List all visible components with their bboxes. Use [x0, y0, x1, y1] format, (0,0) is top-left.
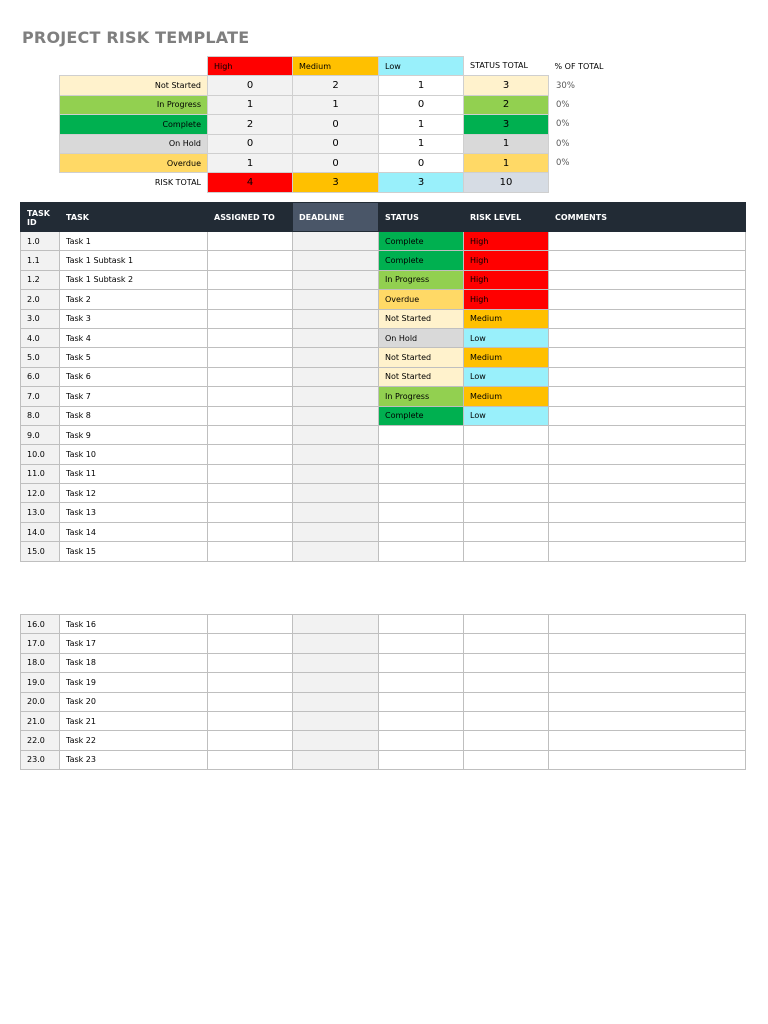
status-cell[interactable]: Overdue: [379, 290, 464, 309]
assigned-to-cell[interactable]: [208, 445, 293, 464]
deadline-cell[interactable]: [293, 731, 379, 750]
summary-count-medium: 0: [293, 134, 379, 153]
col-header-risk-level: RISK LEVEL: [464, 203, 549, 232]
table-row: [21, 503, 746, 522]
task-table: [20, 202, 746, 562]
risk-level-cell[interactable]: [464, 445, 549, 464]
summary-status-total: 3: [464, 76, 549, 95]
comments-cell[interactable]: [549, 290, 746, 309]
task-id-cell: 6.0: [21, 367, 60, 386]
comments-cell[interactable]: [549, 484, 746, 503]
comments-cell[interactable]: [549, 692, 746, 711]
task-name-cell[interactable]: Task 7: [60, 387, 208, 406]
summary-status-label: Overdue: [60, 153, 208, 172]
task-name-cell[interactable]: Task 21: [60, 711, 208, 730]
summary-count-low: 1: [379, 115, 464, 134]
table-row: [21, 522, 746, 541]
task-id-cell: 21.0: [21, 711, 60, 730]
status-cell[interactable]: Complete: [379, 251, 464, 270]
deadline-cell[interactable]: [293, 309, 379, 328]
status-cell[interactable]: [379, 522, 464, 541]
risk-level-cell[interactable]: High: [464, 290, 549, 309]
summary-row-overdue: [60, 153, 639, 172]
task-id-cell: 17.0: [21, 634, 60, 653]
comments-cell[interactable]: [549, 522, 746, 541]
assigned-to-cell[interactable]: [208, 232, 293, 251]
col-header-task-id: TASK ID: [21, 203, 60, 232]
table-row: [21, 290, 746, 309]
risk-level-cell[interactable]: [464, 464, 549, 483]
assigned-to-cell[interactable]: [208, 731, 293, 750]
risk-level-cell[interactable]: [464, 425, 549, 444]
task-id-cell: 7.0: [21, 387, 60, 406]
assigned-to-cell[interactable]: [208, 425, 293, 444]
risk-summary-table: [59, 56, 639, 193]
task-id-cell: 22.0: [21, 731, 60, 750]
deadline-cell[interactable]: [293, 425, 379, 444]
comments-cell[interactable]: [549, 634, 746, 653]
table-row: [21, 711, 746, 730]
summary-count-medium: 0: [293, 115, 379, 134]
task-id-cell: 14.0: [21, 522, 60, 541]
comments-cell[interactable]: [549, 232, 746, 251]
comments-cell[interactable]: [549, 309, 746, 328]
risk-level-cell[interactable]: High: [464, 251, 549, 270]
task-name-cell[interactable]: Task 5: [60, 348, 208, 367]
task-name-cell[interactable]: Task 23: [60, 750, 208, 769]
deadline-cell[interactable]: [293, 290, 379, 309]
task-id-cell: 8.0: [21, 406, 60, 425]
task-id-cell: 1.1: [21, 251, 60, 270]
col-header-task: TASK: [60, 203, 208, 232]
summary-pct-total: 0%: [556, 99, 570, 110]
status-cell[interactable]: In Progress: [379, 270, 464, 289]
assigned-to-cell[interactable]: [208, 503, 293, 522]
comments-cell[interactable]: [549, 425, 746, 444]
task-name-cell[interactable]: Task 18: [60, 653, 208, 672]
status-cell[interactable]: [379, 673, 464, 692]
status-cell[interactable]: Complete: [379, 232, 464, 251]
pct-total-header: % OF TOTAL: [554, 61, 604, 71]
status-cell[interactable]: [379, 731, 464, 750]
table-row: [21, 542, 746, 561]
comments-cell[interactable]: [549, 270, 746, 289]
task-id-cell: 10.0: [21, 445, 60, 464]
status-cell[interactable]: [379, 503, 464, 522]
task-id-cell: 15.0: [21, 542, 60, 561]
comments-cell[interactable]: [549, 348, 746, 367]
comments-cell[interactable]: [549, 542, 746, 561]
summary-count-low: 1: [379, 134, 464, 153]
assigned-to-cell[interactable]: [208, 653, 293, 672]
comments-cell[interactable]: [549, 445, 746, 464]
deadline-cell[interactable]: [293, 615, 379, 634]
risk-level-cell[interactable]: [464, 653, 549, 672]
deadline-cell[interactable]: [293, 750, 379, 769]
deadline-cell[interactable]: [293, 692, 379, 711]
task-id-cell: 18.0: [21, 653, 60, 672]
task-id-cell: 23.0: [21, 750, 60, 769]
task-id-cell: 1.0: [21, 232, 60, 251]
comments-cell[interactable]: [549, 750, 746, 769]
status-cell[interactable]: On Hold: [379, 328, 464, 347]
comments-cell[interactable]: [549, 387, 746, 406]
task-id-cell: 5.0: [21, 348, 60, 367]
col-header-deadline: DEADLINE: [293, 203, 379, 232]
summary-pct-total: 0%: [556, 138, 570, 149]
task-id-cell: 12.0: [21, 484, 60, 503]
risk-level-cell[interactable]: [464, 673, 549, 692]
task-id-cell: 16.0: [21, 615, 60, 634]
risk-level-cell[interactable]: High: [464, 270, 549, 289]
status-cell[interactable]: [379, 445, 464, 464]
status-cell[interactable]: [379, 464, 464, 483]
status-cell[interactable]: Not Started: [379, 348, 464, 367]
summary-pct-total: 0%: [556, 119, 570, 130]
assigned-to-cell[interactable]: [208, 673, 293, 692]
assigned-to-cell[interactable]: [208, 464, 293, 483]
risk-level-cell[interactable]: [464, 711, 549, 730]
summary-count-high: 0: [208, 76, 293, 95]
summary-status-total: 1: [464, 153, 549, 172]
summary-status-total: 3: [464, 115, 549, 134]
table-row: [21, 634, 746, 653]
task-table-continued: [20, 614, 746, 770]
summary-status-label: In Progress: [60, 95, 208, 114]
status-cell[interactable]: Not Started: [379, 367, 464, 386]
assigned-to-cell[interactable]: [208, 750, 293, 769]
risk-total-low: 3: [379, 173, 464, 192]
risk-grand-total: 10: [464, 173, 549, 192]
task-id-cell: 4.0: [21, 328, 60, 347]
comments-cell[interactable]: [549, 731, 746, 750]
table-row: [21, 348, 746, 367]
summary-count-medium: 0: [293, 153, 379, 172]
summary-header-medium: Medium: [293, 57, 379, 76]
deadline-cell[interactable]: [293, 387, 379, 406]
status-cell[interactable]: Not Started: [379, 309, 464, 328]
assigned-to-cell[interactable]: [208, 711, 293, 730]
comments-cell[interactable]: [549, 328, 746, 347]
risk-total-high: 4: [208, 173, 293, 192]
risk-level-cell[interactable]: [464, 750, 549, 769]
deadline-cell[interactable]: [293, 270, 379, 289]
summary-count-low: 0: [379, 95, 464, 114]
task-name-cell[interactable]: Task 17: [60, 634, 208, 653]
table-row: [21, 484, 746, 503]
task-name-cell[interactable]: Task 3: [60, 309, 208, 328]
task-name-cell[interactable]: Task 13: [60, 503, 208, 522]
task-name-cell[interactable]: Task 22: [60, 731, 208, 750]
status-cell[interactable]: [379, 615, 464, 634]
table-row: [21, 673, 746, 692]
table-row: [21, 653, 746, 672]
comments-cell[interactable]: [549, 615, 746, 634]
comments-cell[interactable]: [549, 367, 746, 386]
status-cell[interactable]: [379, 425, 464, 444]
table-row: [21, 464, 746, 483]
status-cell[interactable]: [379, 484, 464, 503]
summary-count-high: 1: [208, 95, 293, 114]
task-id-cell: 13.0: [21, 503, 60, 522]
task-id-cell: 2.0: [21, 290, 60, 309]
status-cell[interactable]: [379, 711, 464, 730]
task-id-cell: 1.2: [21, 270, 60, 289]
table-row: [21, 387, 746, 406]
col-header-assigned-to: ASSIGNED TO: [208, 203, 293, 232]
comments-cell[interactable]: [549, 251, 746, 270]
status-cell[interactable]: [379, 692, 464, 711]
risk-level-cell[interactable]: [464, 522, 549, 541]
deadline-cell[interactable]: [293, 522, 379, 541]
assigned-to-cell[interactable]: [208, 309, 293, 328]
table-row: [21, 692, 746, 711]
comments-cell[interactable]: [549, 653, 746, 672]
summary-row-not-started: [60, 76, 639, 95]
risk-level-cell[interactable]: Medium: [464, 387, 549, 406]
summary-status-label: On Hold: [60, 134, 208, 153]
assigned-to-cell[interactable]: [208, 290, 293, 309]
deadline-cell[interactable]: [293, 503, 379, 522]
comments-cell[interactable]: [549, 711, 746, 730]
risk-level-cell[interactable]: Medium: [464, 348, 549, 367]
page-title: PROJECT RISK TEMPLATE: [22, 28, 250, 47]
summary-count-medium: 2: [293, 76, 379, 95]
task-name-cell[interactable]: Task 4: [60, 328, 208, 347]
risk-total-medium: 3: [293, 173, 379, 192]
summary-row-in-progress: [60, 95, 639, 114]
deadline-cell[interactable]: [293, 406, 379, 425]
assigned-to-cell[interactable]: [208, 406, 293, 425]
risk-level-cell[interactable]: Low: [464, 406, 549, 425]
task-name-cell[interactable]: Task 15: [60, 542, 208, 561]
task-name-cell[interactable]: Task 12: [60, 484, 208, 503]
risk-level-cell[interactable]: [464, 634, 549, 653]
task-name-cell[interactable]: Task 19: [60, 673, 208, 692]
status-cell[interactable]: [379, 542, 464, 561]
risk-level-cell[interactable]: [464, 484, 549, 503]
task-name-cell[interactable]: Task 9: [60, 425, 208, 444]
task-id-cell: 11.0: [21, 464, 60, 483]
summary-status-label: Not Started: [60, 76, 208, 95]
task-table-header: [21, 203, 746, 232]
deadline-cell[interactable]: [293, 367, 379, 386]
table-row: [21, 750, 746, 769]
status-cell[interactable]: In Progress: [379, 387, 464, 406]
task-name-cell[interactable]: Task 1 Subtask 1: [60, 251, 208, 270]
summary-header-high: High: [208, 57, 293, 76]
summary-row-on-hold: [60, 134, 639, 153]
risk-level-cell[interactable]: High: [464, 232, 549, 251]
risk-level-cell[interactable]: [464, 692, 549, 711]
deadline-cell[interactable]: [293, 251, 379, 270]
assigned-to-cell[interactable]: [208, 348, 293, 367]
summary-count-low: 1: [379, 76, 464, 95]
summary-header-row: [60, 57, 639, 76]
risk-total-label: RISK TOTAL: [154, 178, 201, 188]
summary-count-medium: 1: [293, 95, 379, 114]
table-row: [21, 406, 746, 425]
assigned-to-cell[interactable]: [208, 522, 293, 541]
task-name-cell[interactable]: Task 6: [60, 367, 208, 386]
table-row: [21, 445, 746, 464]
assigned-to-cell[interactable]: [208, 615, 293, 634]
task-name-cell[interactable]: Task 14: [60, 522, 208, 541]
deadline-cell[interactable]: [293, 542, 379, 561]
assigned-to-cell[interactable]: [208, 484, 293, 503]
table-row: [21, 328, 746, 347]
table-row: [21, 425, 746, 444]
deadline-cell[interactable]: [293, 673, 379, 692]
deadline-cell[interactable]: [293, 445, 379, 464]
deadline-cell[interactable]: [293, 348, 379, 367]
deadline-cell[interactable]: [293, 634, 379, 653]
col-header-status: STATUS: [379, 203, 464, 232]
table-row: [21, 232, 746, 251]
task-id-cell: 3.0: [21, 309, 60, 328]
assigned-to-cell[interactable]: [208, 251, 293, 270]
table-row: [21, 615, 746, 634]
task-id-cell: 9.0: [21, 425, 60, 444]
summary-count-high: 1: [208, 153, 293, 172]
status-cell[interactable]: [379, 653, 464, 672]
deadline-cell[interactable]: [293, 232, 379, 251]
table-row: [21, 251, 746, 270]
table-row: [21, 731, 746, 750]
risk-level-cell[interactable]: [464, 615, 549, 634]
task-name-cell[interactable]: Task 1 Subtask 2: [60, 270, 208, 289]
assigned-to-cell[interactable]: [208, 328, 293, 347]
assigned-to-cell[interactable]: [208, 387, 293, 406]
summary-count-high: 2: [208, 115, 293, 134]
summary-row-complete: [60, 115, 639, 134]
col-header-comments: COMMENTS: [549, 203, 746, 232]
task-name-cell[interactable]: Task 20: [60, 692, 208, 711]
risk-level-cell[interactable]: [464, 542, 549, 561]
assigned-to-cell[interactable]: [208, 634, 293, 653]
table-row: [21, 270, 746, 289]
comments-cell[interactable]: [549, 673, 746, 692]
summary-risk-total-row: [60, 173, 639, 192]
task-name-cell[interactable]: Task 8: [60, 406, 208, 425]
summary-status-total: 1: [464, 134, 549, 153]
deadline-cell[interactable]: [293, 711, 379, 730]
summary-pct-total: 30%: [556, 80, 575, 91]
task-id-cell: 20.0: [21, 692, 60, 711]
status-total-header: STATUS TOTAL: [470, 61, 528, 71]
task-name-cell[interactable]: Task 1: [60, 232, 208, 251]
risk-level-cell[interactable]: [464, 503, 549, 522]
summary-count-low: 0: [379, 153, 464, 172]
status-cell[interactable]: Complete: [379, 406, 464, 425]
assigned-to-cell[interactable]: [208, 270, 293, 289]
task-name-cell[interactable]: Task 10: [60, 445, 208, 464]
risk-level-cell[interactable]: Low: [464, 367, 549, 386]
comments-cell[interactable]: [549, 503, 746, 522]
summary-count-high: 0: [208, 134, 293, 153]
status-cell[interactable]: [379, 750, 464, 769]
deadline-cell[interactable]: [293, 484, 379, 503]
summary-status-total: 2: [464, 95, 549, 114]
assigned-to-cell[interactable]: [208, 692, 293, 711]
comments-cell[interactable]: [549, 464, 746, 483]
comments-cell[interactable]: [549, 406, 746, 425]
status-cell[interactable]: [379, 634, 464, 653]
table-row: [21, 309, 746, 328]
assigned-to-cell[interactable]: [208, 367, 293, 386]
risk-level-cell[interactable]: Low: [464, 328, 549, 347]
deadline-cell[interactable]: [293, 653, 379, 672]
risk-level-cell[interactable]: Medium: [464, 309, 549, 328]
table-row: [21, 367, 746, 386]
summary-pct-total: 0%: [556, 158, 570, 169]
task-id-cell: 19.0: [21, 673, 60, 692]
summary-status-label: Complete: [60, 115, 208, 134]
deadline-cell[interactable]: [293, 464, 379, 483]
risk-level-cell[interactable]: [464, 731, 549, 750]
task-name-cell[interactable]: Task 16: [60, 615, 208, 634]
task-name-cell[interactable]: Task 2: [60, 290, 208, 309]
assigned-to-cell[interactable]: [208, 542, 293, 561]
summary-header-low: Low: [379, 57, 464, 76]
deadline-cell[interactable]: [293, 328, 379, 347]
task-name-cell[interactable]: Task 11: [60, 464, 208, 483]
spacer: [549, 173, 639, 192]
